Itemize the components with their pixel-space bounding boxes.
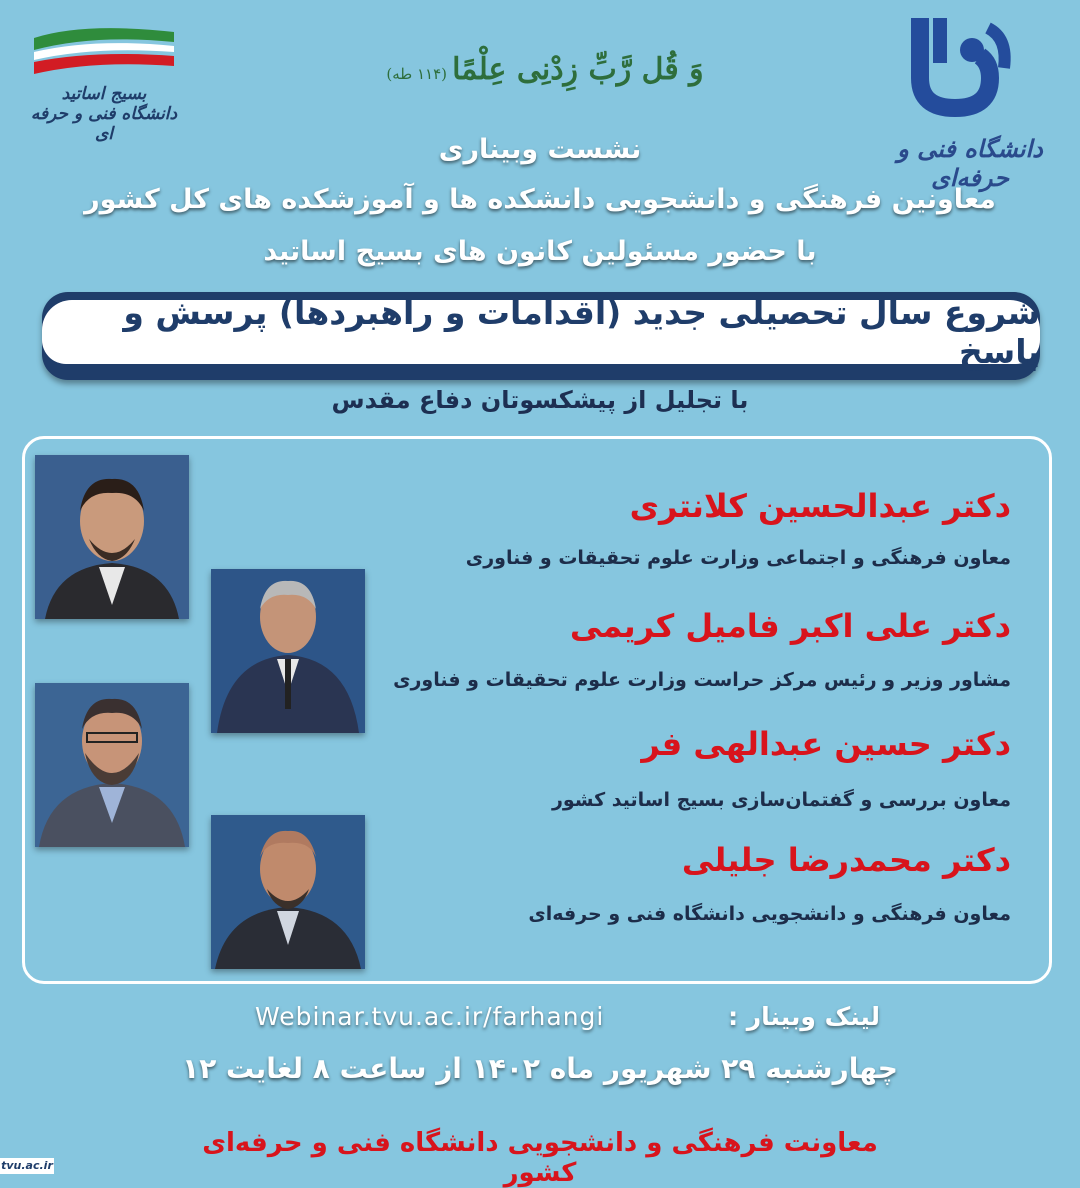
speaker-name-3: دکتر حسین عبدالهی فر bbox=[641, 725, 1011, 763]
speaker-photo-2 bbox=[211, 569, 365, 733]
site-watermark: tvu.ac.ir bbox=[1, 1159, 53, 1172]
university-logo bbox=[880, 8, 1060, 192]
basij-logo bbox=[24, 20, 184, 160]
subtitle: با تجلیل از پیشکسوتان دفاع مقدس bbox=[331, 386, 749, 414]
organizer-footer: معاونت فرهنگی و دانشجویی دانشگاه فنی و حرفه‌ای کشور bbox=[202, 1128, 878, 1188]
speaker-name-2: دکتر علی اکبر فامیل کریمی bbox=[569, 607, 1011, 645]
title-banner: شروع سال تحصیلی جدید (اقدامات و راهبردها) پرسش و پاسخ bbox=[42, 300, 1040, 364]
event-type: نشست وبیناری bbox=[438, 134, 642, 165]
event-datetime: چهارشنبه ۲۹ شهریور ماه ۱۴۰۲ از ساعت ۸ لغایت ۱۲ bbox=[182, 1052, 898, 1085]
speaker-photo-1 bbox=[35, 455, 189, 619]
attendees-line: با حضور مسئولین کانون های بسیج اساتید bbox=[263, 236, 817, 267]
speaker-role-2: مشاور وزیر و رئیس مرکز حراست وزارت علوم تحقیقات و فناوری bbox=[393, 669, 1011, 691]
webinar-link-row bbox=[200, 1002, 880, 1042]
person-portrait-icon bbox=[211, 569, 365, 733]
person-portrait-icon bbox=[35, 683, 189, 847]
basij-logo-line2: دانشگاه فنی و حرفه ای bbox=[30, 104, 178, 144]
speaker-photo-3 bbox=[35, 683, 189, 847]
flag-ribbon-icon bbox=[24, 20, 184, 80]
speaker-role-1: معاون فرهنگی و اجتماعی وزارت علوم تحقیقات و فناوری bbox=[465, 547, 1011, 569]
webinar-link-label: لینک وبینار : bbox=[728, 1002, 880, 1031]
person-portrait-icon bbox=[35, 455, 189, 619]
speaker-name-4: دکتر محمدرضا جلیلی bbox=[681, 841, 1011, 879]
speaker-name-1: دکتر عبدالحسین کلانتری bbox=[629, 487, 1011, 525]
quran-verse bbox=[300, 52, 780, 87]
webinar-link[interactable]: Webinar.tvu.ac.ir/farhangi bbox=[255, 1002, 605, 1031]
speaker-role-3: معاون بررسی و گفتمان‌سازی بسیج اساتید کشور bbox=[551, 789, 1011, 811]
basij-logo-line1: بسیج اساتید bbox=[61, 84, 147, 104]
verse-text: وَ قُل رَّبِّ زِدْنِی عِلْمًا bbox=[452, 52, 704, 87]
person-portrait-icon bbox=[211, 815, 365, 969]
university-logo-caption: دانشگاه فنی و حرفه‌ای bbox=[897, 134, 1043, 192]
speaker-photo-4 bbox=[211, 815, 365, 969]
audience-line: معاونین فرهنگی و دانشجویی دانشکده ها و آموزشکده های کل کشور bbox=[84, 184, 996, 215]
speakers-panel bbox=[22, 436, 1052, 984]
tvu-emblem-icon bbox=[880, 8, 1060, 128]
verse-reference: (۱۱۴ طه) bbox=[386, 65, 447, 83]
speaker-role-4: معاون فرهنگی و دانشجویی دانشگاه فنی و حرفه‌ای bbox=[528, 903, 1011, 925]
